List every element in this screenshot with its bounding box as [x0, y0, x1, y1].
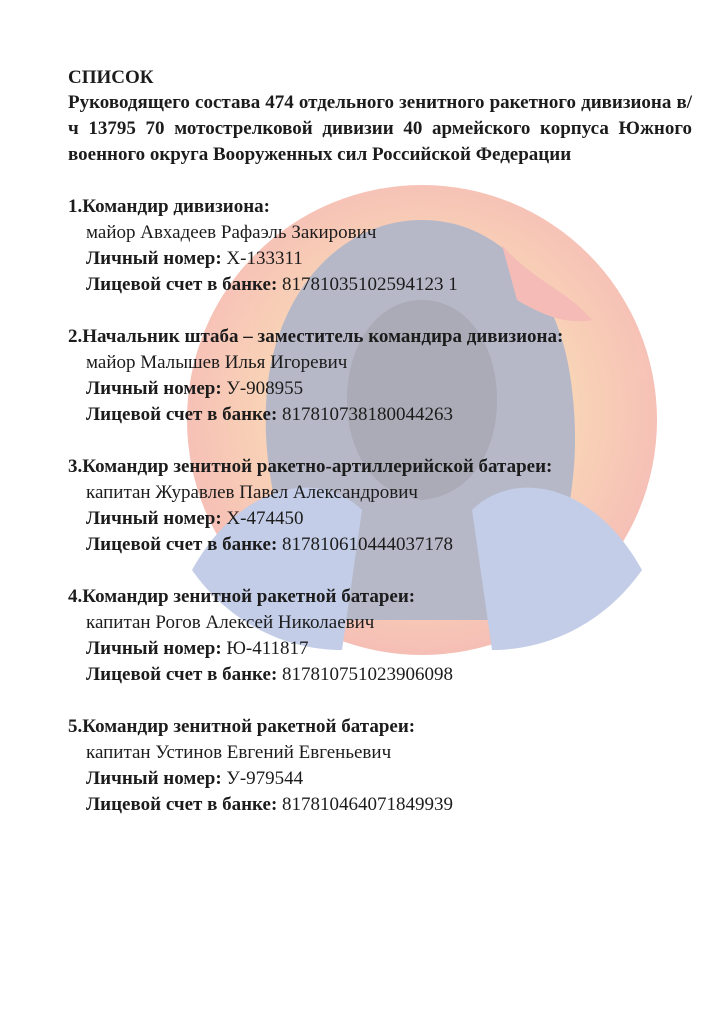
entry-person: капитан Журавлев Павел Александрович [86, 482, 418, 503]
entry-bank-account-row [68, 662, 692, 688]
bank-account-value: 81781035102594123 1 [282, 274, 458, 295]
bank-account-value: 817810610444037178 [282, 534, 454, 555]
entry-personal-number-row [68, 376, 692, 402]
entry-person: капитан Рогов Алексей Николаевич [86, 612, 375, 633]
personal-number-value: У-908955 [226, 378, 304, 399]
entry-position: 3.Командир зенитной ракетно-артиллерийской батареи: [68, 456, 553, 477]
bank-account-label: Лицевой счет в банке: [86, 794, 278, 815]
list-item [68, 454, 692, 558]
bank-account-label: Лицевой счет в банке: [86, 404, 278, 425]
document-page [68, 66, 692, 818]
bank-account-label: Лицевой счет в банке: [86, 274, 278, 295]
entry-personal-number-row [68, 246, 692, 272]
list-item [68, 584, 692, 688]
entry-bank-account-row [68, 272, 692, 298]
personal-number-label: Личный номер: [86, 638, 222, 659]
document-subtitle: Руководящего состава 474 отдельного зенитного ракетного дивизиона в/ч 13795 70 мотострелковой дивизии 40 армейского корпуса Южного военного округа Вооруженных сил Российской Федерации [68, 92, 692, 165]
document-heading: СПИСОК [68, 67, 154, 88]
personal-number-label: Личный номер: [86, 768, 222, 789]
entry-personal-number-row [68, 636, 692, 662]
bank-account-value: 817810751023906098 [282, 664, 454, 685]
personal-number-label: Личный номер: [86, 248, 222, 269]
personal-number-value: Х-474450 [226, 508, 304, 529]
personal-number-value: Ю-411817 [226, 638, 309, 659]
personal-number-value: У-979544 [226, 768, 304, 789]
entry-position: 4.Командир зенитной ракетной батареи: [68, 586, 416, 607]
entry-bank-account-row [68, 402, 692, 428]
personal-number-label: Личный номер: [86, 378, 222, 399]
personal-number-value: Х-133311 [226, 248, 303, 269]
personal-number-label: Личный номер: [86, 508, 222, 529]
bank-account-label: Лицевой счет в банке: [86, 664, 278, 685]
bank-account-value: 817810738180044263 [282, 404, 454, 425]
entry-person: майор Авхадеев Рафаэль Закирович [86, 222, 377, 243]
entry-bank-account-row [68, 532, 692, 558]
entry-person: капитан Устинов Евгений Евгеньевич [86, 742, 392, 763]
entry-personal-number-row [68, 766, 692, 792]
entry-position: 1.Командир дивизиона: [68, 196, 270, 217]
entry-position: 2.Начальник штаба – заместитель командира дивизиона: [68, 326, 564, 347]
list-item [68, 324, 692, 428]
entry-bank-account-row [68, 792, 692, 818]
entry-personal-number-row [68, 506, 692, 532]
bank-account-value: 817810464071849939 [282, 794, 454, 815]
bank-account-label: Лицевой счет в банке: [86, 534, 278, 555]
entry-person: майор Малышев Илья Игоревич [86, 352, 348, 373]
list-item [68, 714, 692, 818]
entry-position: 5.Командир зенитной ракетной батареи: [68, 716, 416, 737]
list-item [68, 194, 692, 298]
